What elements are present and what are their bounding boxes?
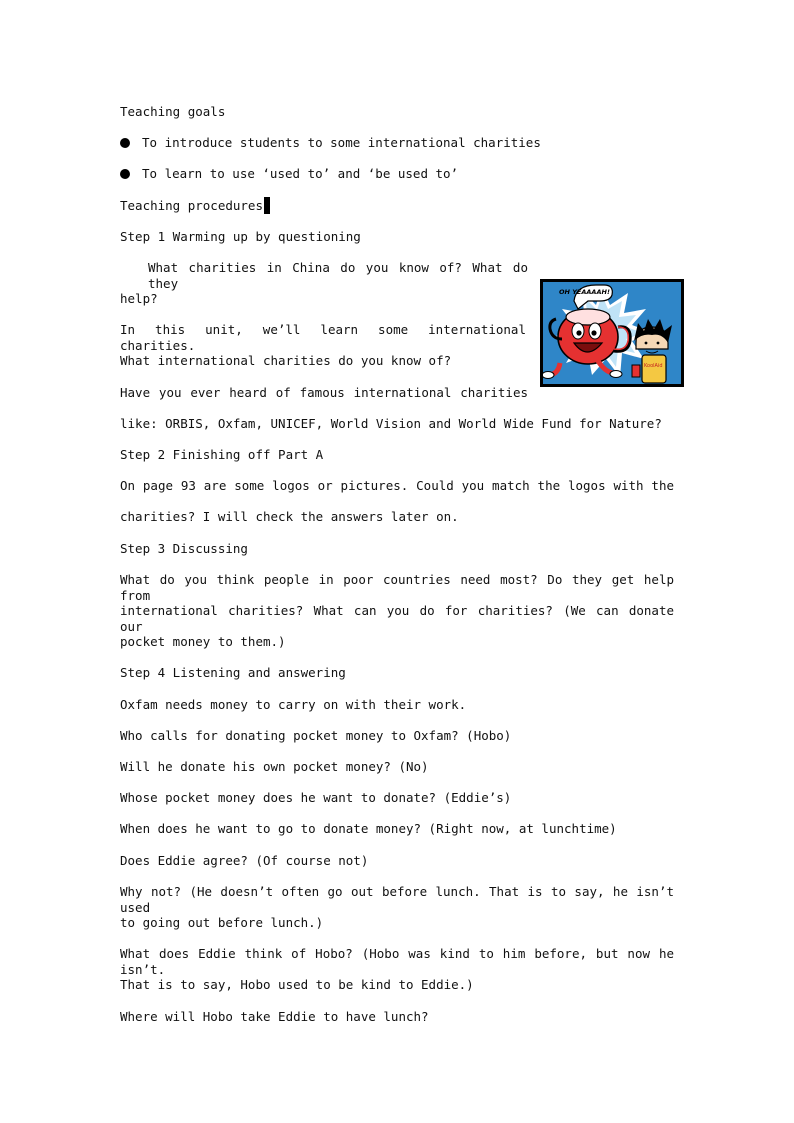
bullet-icon xyxy=(120,138,130,148)
step4-line-9: Where will Hobo take Eddie to have lunch? xyxy=(120,1009,429,1024)
step2-title: Step 2 Finishing off Part A xyxy=(120,447,324,462)
cartoon-illustration xyxy=(540,279,684,387)
bullet-icon xyxy=(120,169,130,179)
goal-item-1 xyxy=(120,135,541,151)
step1-line-3: What international charities do you know of? xyxy=(120,353,452,368)
step2-para-b: charities? I will check the answers later on. xyxy=(120,509,459,524)
step3-para-b: international charities? What can you do for charities? (We can donate our xyxy=(120,603,674,634)
step4-line-5: When does he want to go to donate money? (Right now, at lunchtime) xyxy=(120,821,617,836)
step4-line-8b: That is to say, Hobo used to be kind to Eddie.) xyxy=(120,977,474,992)
goal-text-2: To learn to use ‘used to’ and ‘be used to’ xyxy=(142,166,459,181)
step4-line-6: Does Eddie agree? (Of course not) xyxy=(120,853,369,868)
step4-line-8a: What does Eddie think of Hobo? (Hobo was kind to him before, but now he isn’t. xyxy=(120,946,674,977)
step4-title: Step 4 Listening and answering xyxy=(120,665,346,680)
step1-line-2: In this unit, we’ll learn some international charities. xyxy=(120,322,526,353)
step1-title: Step 1 Warming up by questioning xyxy=(120,229,361,244)
step4-line-3: Will he donate his own pocket money? (No) xyxy=(120,759,429,774)
step3-para-a: What do you think people in poor countries need most? Do they get help from xyxy=(120,572,674,603)
step1-question-1a: What charities in China do you know of? What do they xyxy=(148,260,528,291)
step3-para-c: pocket money to them.) xyxy=(120,634,286,649)
cartoon-svg xyxy=(540,279,684,387)
step4-line-2: Who calls for donating pocket money to Oxfam? (Hobo) xyxy=(120,728,512,743)
procedures-text: Teaching procedures xyxy=(120,198,263,213)
step4-line-7b: to going out before lunch.) xyxy=(120,915,324,930)
step1-line-4b: like: ORBIS, Oxfam, UNICEF, World Vision and World Wide Fund for Nature? xyxy=(120,416,662,431)
step4-line-4: Whose pocket money does he want to donate? (Eddie’s) xyxy=(120,790,512,805)
step4-line-1: Oxfam needs money to carry on with their work. xyxy=(120,697,467,712)
speech-bubble-text: OH YEAAAAH! xyxy=(559,288,610,296)
cartoon-label-text: KoolAid xyxy=(644,363,663,369)
step3-title: Step 3 Discussing xyxy=(120,541,248,556)
step1-question-1b: help? xyxy=(120,291,158,306)
heading-teaching-procedures xyxy=(120,197,270,214)
text-cursor xyxy=(264,197,270,214)
step4-line-7a: Why not? (He doesn’t often go out before lunch. That is to say, he isn’t used xyxy=(120,884,674,915)
goal-text-1: To introduce students to some international charities xyxy=(142,135,541,150)
goal-item-2 xyxy=(120,166,458,182)
step1-line-4a: Have you ever heard of famous international charities xyxy=(120,385,528,400)
step2-para-a: On page 93 are some logos or pictures. Could you match the logos with the xyxy=(120,478,674,493)
heading-teaching-goals: Teaching goals xyxy=(120,104,226,119)
